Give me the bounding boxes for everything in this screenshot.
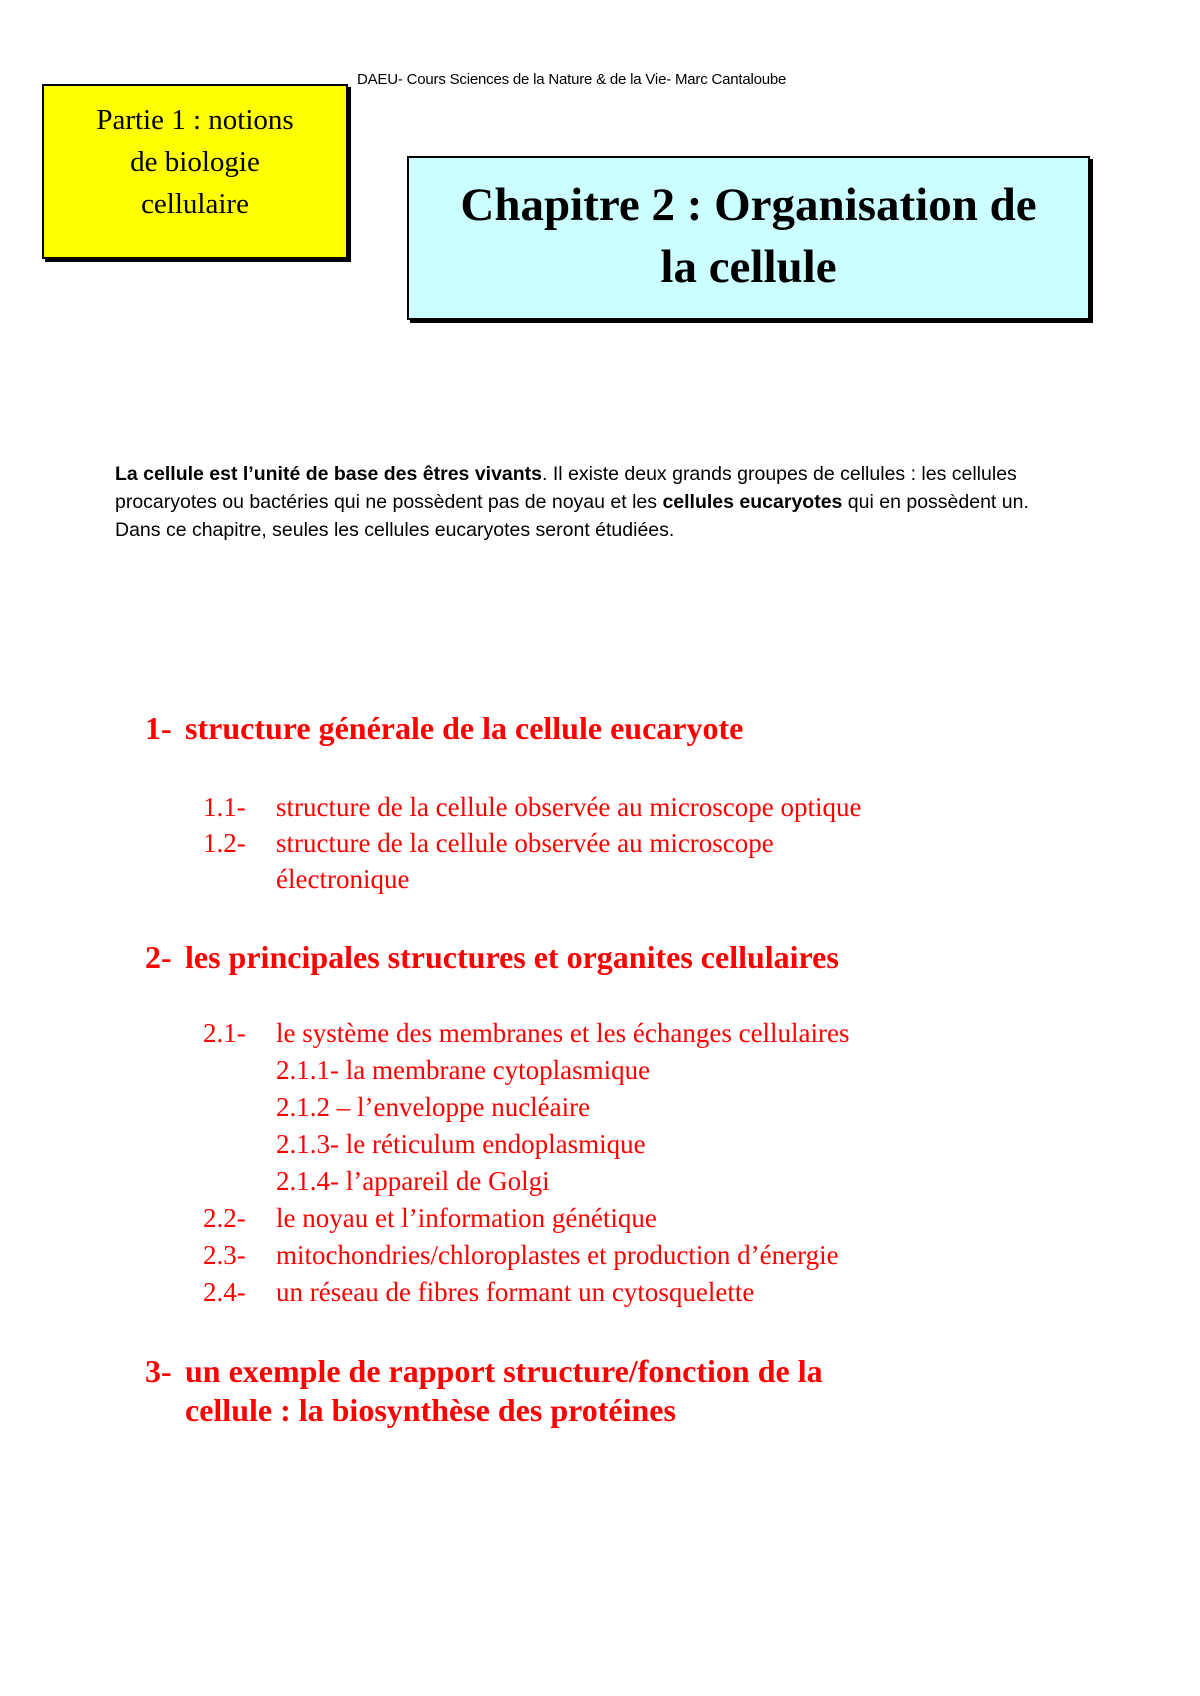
chapter-title-line: la cellule [660, 241, 837, 293]
toc-item-number: 1.2- [203, 828, 246, 858]
intro-bold-phrase: cellules eucaryotes [662, 491, 843, 513]
toc-item-text: structure de la cellule observée au microscope optique [276, 792, 862, 822]
toc-subitem: 2.1.3- le réticulum endoplasmique [276, 1129, 646, 1159]
toc-item-text: un réseau de fibres formant un cytosquelette [276, 1277, 755, 1307]
section-title: les principales structures et organites cellulaires [185, 939, 839, 975]
toc-item-text: mitochondries/chloroplastes et production d’énergie [276, 1240, 839, 1270]
toc-item-text: structure de la cellule observée au microscope [276, 828, 774, 858]
toc-item-number: 1.1- [203, 792, 246, 822]
toc-item-text: le système des membranes et les échanges cellulaires [276, 1018, 850, 1048]
section-heading [145, 1351, 823, 1391]
toc-subitem: 2.1.4- l’appareil de Golgi [276, 1166, 550, 1196]
toc-subitem: 2.1.2 – l’enveloppe nucléaire [276, 1092, 591, 1122]
section-number: 2- [145, 939, 172, 975]
section-title: un exemple de rapport structure/fonction de la [185, 1353, 823, 1389]
toc-item-number: 2.4- [203, 1277, 246, 1307]
page-header: DAEU- Cours Sciences de la Nature & de la Vie- Marc Cantaloube [357, 71, 787, 88]
section-heading [145, 708, 743, 748]
intro-text: . Il existe deux grands groupes de cellules : les cellules procaryotes ou bactéries qui ne possèdent pas de noyau et les [115, 463, 1017, 513]
section-heading-continuation: cellule : la biosynthèse des protéines [185, 1392, 676, 1428]
toc-item-number: 2.2- [203, 1203, 246, 1233]
intro-text: qui en possèdent un. Dans ce chapitre, seules les cellules eucaryotes seront étudiées. [115, 491, 1029, 541]
toc-item-number: 2.1- [203, 1018, 246, 1048]
section-number: 3- [145, 1353, 172, 1389]
intro-bold-phrase: La cellule est l’unité de base des êtres vivants [115, 463, 543, 485]
section-heading [145, 937, 839, 977]
toc-item-number: 2.3- [203, 1240, 246, 1270]
section-title: structure générale de la cellule eucaryote [185, 710, 744, 746]
part-title-line: de biologie [130, 146, 260, 178]
part-title-line: cellulaire [141, 188, 249, 220]
toc-subitem: 2.1.1- la membrane cytoplasmique [276, 1055, 651, 1085]
section-number: 1- [145, 710, 172, 746]
chapter-title-line: Chapitre 2 : Organisation de [460, 179, 1037, 231]
toc-item-text: électronique [276, 864, 410, 894]
part-title-line: Partie 1 : notions [96, 104, 294, 136]
toc-item-text: le noyau et l’information génétique [276, 1203, 657, 1233]
